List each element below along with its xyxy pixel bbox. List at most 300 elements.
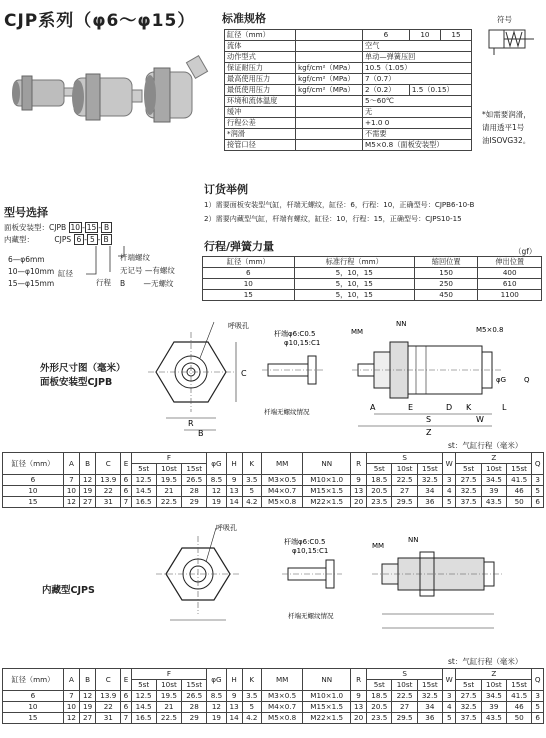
spec-value: 不需要 xyxy=(363,129,472,140)
dim-subheader-cell: 5st xyxy=(367,680,392,691)
dim-subheader-cell: 15st xyxy=(417,680,442,691)
dim-cell: 3 xyxy=(443,691,456,702)
hex-front-view xyxy=(156,528,240,620)
bore-box: 6 xyxy=(74,234,85,245)
dim-cell: 18.5 xyxy=(367,475,392,486)
pneumatic-symbol xyxy=(486,24,540,56)
dim-s: S xyxy=(426,415,432,424)
spec-value: 5～60℃ xyxy=(363,96,472,107)
stroke-label: 行程 xyxy=(96,278,111,287)
spec-label: 保证耐压力 xyxy=(225,63,296,74)
spec-value: 无 xyxy=(363,107,472,118)
dim-cell: 50 xyxy=(507,497,532,508)
dim-cell: 39 xyxy=(481,486,506,497)
spring-cell: 400 xyxy=(478,268,542,279)
dim-header-cell: A xyxy=(63,669,79,691)
dim-cell: 10 xyxy=(63,486,79,497)
dim-cell: 34.5 xyxy=(481,475,506,486)
dim-row xyxy=(3,702,544,713)
dim-cell: 8.5 xyxy=(207,691,226,702)
dim-cell: 5 xyxy=(532,702,544,713)
dim-cell: 6 xyxy=(121,691,131,702)
dim-cell: 26.5 xyxy=(182,475,207,486)
side-section-view xyxy=(372,536,504,628)
dim-subheader-cell: 15st xyxy=(507,464,532,475)
dim-cell: 41.5 xyxy=(507,691,532,702)
spec-label: 缸径（mm） xyxy=(225,30,296,41)
bore-options xyxy=(8,254,54,290)
spec-label: 缓冲 xyxy=(225,107,296,118)
chamfer-label: 杆端φ6:C0.5 xyxy=(284,538,326,546)
dim-cell: 27.5 xyxy=(456,691,481,702)
dim-cell: 14 xyxy=(226,497,242,508)
dim-row xyxy=(3,713,544,724)
spring-header-cell: 伸出位置 xyxy=(478,257,542,268)
dim-cell: 6 xyxy=(121,702,131,713)
dim-header-cell: H xyxy=(226,669,242,691)
dim-subheader-cell: 10st xyxy=(156,464,181,475)
dim-cell: 10 xyxy=(3,486,64,497)
dim-r: R xyxy=(188,419,194,428)
dim-cell: 36 xyxy=(417,713,442,724)
bore-label: 缸径 xyxy=(58,269,73,278)
spec-value: 7（0.7） xyxy=(363,74,472,85)
dim-cell: 12.5 xyxy=(131,475,156,486)
dim-cell: 12 xyxy=(63,713,79,724)
dim-header-cell: 缸径（mm） xyxy=(3,669,64,691)
spring-header-cell: 缸径（mm） xyxy=(203,257,295,268)
dim-cell: M4×0.7 xyxy=(261,702,303,713)
dim-cell: 22.5 xyxy=(392,691,417,702)
spec-value: 空气 xyxy=(363,41,472,52)
spec-value: 10 xyxy=(409,30,440,41)
dim-g: φG xyxy=(496,376,507,384)
dim-cell: 26.5 xyxy=(182,691,207,702)
cylinder-large-image xyxy=(144,56,208,122)
symbol-label: 符号 xyxy=(497,15,512,24)
dim-cell: 12 xyxy=(63,497,79,508)
dim-cell: 27 xyxy=(80,713,96,724)
bore-option: 10—φ10mm xyxy=(8,267,55,276)
spec-row xyxy=(225,74,472,85)
spring-table xyxy=(202,256,542,301)
panel-mount-drawing xyxy=(146,318,546,436)
chamfer-label: 杆端φ6:C0.5 xyxy=(274,330,316,338)
dim-cell: 28 xyxy=(182,702,207,713)
rod-caption: 杆端无螺纹情况 xyxy=(288,612,334,620)
dim-cell: 7 xyxy=(63,475,79,486)
spring-cell: 5，10，15 xyxy=(294,279,414,290)
dim-cell: 9 xyxy=(351,475,367,486)
dim-header-cell: F xyxy=(131,669,207,680)
drawing-title xyxy=(40,362,126,390)
dim-header-row xyxy=(3,453,544,464)
dim-header-cell: 缸径（mm） xyxy=(3,453,64,475)
dim-subheader-cell: 5st xyxy=(131,464,156,475)
stroke-box: 15 xyxy=(86,223,97,232)
spec-value: 6 xyxy=(363,30,410,41)
dim-subheader-cell: 10st xyxy=(156,680,181,691)
dim-cell: 29.5 xyxy=(392,713,417,724)
dim-row xyxy=(3,497,544,508)
dim-header-cell: Z xyxy=(456,453,532,464)
dim-subheader-cell: 15st xyxy=(417,464,442,475)
dim-cell: 4.2 xyxy=(242,713,261,724)
spec-row xyxy=(225,118,472,129)
chamfer-label: φ10,15:C1 xyxy=(284,339,321,347)
nn-label: NN xyxy=(396,320,407,328)
dim-subheader-cell: 15st xyxy=(182,464,207,475)
dim-cell: 3 xyxy=(443,475,456,486)
dim-cell: 27 xyxy=(392,702,417,713)
dim-subheader-cell: 5st xyxy=(367,464,392,475)
dim-cell: 50 xyxy=(507,713,532,724)
dim-header-cell: NN xyxy=(303,453,351,475)
dim-cell: 29 xyxy=(182,497,207,508)
thread-option-with xyxy=(120,265,175,276)
dim-cell: 20.5 xyxy=(367,486,392,497)
spring-cell: 5，10，15 xyxy=(294,268,414,279)
spec-unit xyxy=(296,140,363,151)
dim-cell: 4.2 xyxy=(242,497,261,508)
dim-cell: 29 xyxy=(182,713,207,724)
spring-header-cell: 缩回位置 xyxy=(414,257,478,268)
dim-cell: 3.5 xyxy=(242,691,261,702)
dimension-table-inner xyxy=(2,668,544,724)
side-section-view xyxy=(351,320,530,436)
dim-cell: 5 xyxy=(242,702,261,713)
dim-cell: 12 xyxy=(80,691,96,702)
spec-title: 标准规格 xyxy=(222,12,266,25)
spec-row xyxy=(225,96,472,107)
dim-cell: 18.5 xyxy=(367,691,392,702)
dim-cell: 34 xyxy=(417,702,442,713)
dim-cell: 14 xyxy=(226,713,242,724)
dim-header-cell: MM xyxy=(261,669,303,691)
dim-cell: 14.5 xyxy=(131,486,156,497)
spec-label: *润滑 xyxy=(225,129,296,140)
dim-cell: 31 xyxy=(96,497,121,508)
dim-subheader-cell: 5st xyxy=(456,464,481,475)
dim-cell: 43.5 xyxy=(481,713,506,724)
dim-cell: 19.5 xyxy=(156,691,181,702)
dim-cell: 32.5 xyxy=(456,486,481,497)
stroke-note: st：气缸行程（毫米） xyxy=(448,441,523,450)
spring-row xyxy=(203,279,542,290)
dim-e: E xyxy=(408,403,414,412)
spec-label: 动作型式 xyxy=(225,52,296,63)
drawing-title-line: 面板安装型CJPB xyxy=(40,377,113,388)
dim-cell: 12 xyxy=(207,486,226,497)
dim-header-cell: Q xyxy=(532,669,544,691)
spec-row xyxy=(225,107,472,118)
dim-cell: 21 xyxy=(156,702,181,713)
dim-cell: 6 xyxy=(121,475,131,486)
spec-value: 1.5（0.15） xyxy=(409,85,471,96)
dim-cell: 16.5 xyxy=(131,713,156,724)
dim-header-cell: R xyxy=(351,453,367,475)
dim-cell: 6 xyxy=(3,475,64,486)
thread-box: B xyxy=(101,234,112,245)
order-examples xyxy=(204,198,474,226)
dim-header-cell: φG xyxy=(207,453,226,475)
dim-cell: 32.5 xyxy=(417,475,442,486)
spring-cell: 15 xyxy=(203,290,295,301)
dim-header-cell: C xyxy=(96,453,121,475)
order-line: 1）需要面板安装型气缸，杆端无螺纹，缸径：6，行程：10，正确型号：CJPB6-10-B xyxy=(204,200,475,209)
hex-front-view xyxy=(148,322,236,430)
spring-cell: 5，10，15 xyxy=(294,290,414,301)
spring-unit: （gf） xyxy=(514,247,537,256)
dim-cell: 13 xyxy=(226,702,242,713)
dim-header-cell: E xyxy=(121,669,131,691)
inner-model-code: CJPS xyxy=(54,235,72,244)
dim-header-cell: H xyxy=(226,453,242,475)
dim-row xyxy=(3,475,544,486)
dim-cell: 6 xyxy=(532,497,544,508)
dim-cell: M15×1.5 xyxy=(303,486,351,497)
spring-header-cell: 标准行程（mm） xyxy=(294,257,414,268)
spec-unit xyxy=(296,107,363,118)
dim-cell: 29.5 xyxy=(392,497,417,508)
dim-cell: 13.9 xyxy=(96,691,121,702)
dim-cell: 13 xyxy=(226,486,242,497)
spec-unit xyxy=(296,129,363,140)
dim-cell: 12.5 xyxy=(131,691,156,702)
dim-l: L xyxy=(502,403,507,412)
dim-cell: M15×1.5 xyxy=(303,702,351,713)
dim-cell: M5×0.8 xyxy=(261,497,303,508)
dim-cell: M22×1.5 xyxy=(303,497,351,508)
dim-cell: M10×1.0 xyxy=(303,475,351,486)
dim-cell: 28 xyxy=(182,486,207,497)
dim-cell: 13 xyxy=(351,486,367,497)
stroke-box: 5 xyxy=(87,234,98,245)
dim-header-cell: Q xyxy=(532,453,544,475)
spec-row xyxy=(225,140,472,151)
dim-cell: 46 xyxy=(507,702,532,713)
spec-value: 15 xyxy=(440,30,471,41)
rod-end-view xyxy=(282,537,342,620)
inner-model-row: 内藏型： CJPS 6 - 5 - B xyxy=(4,234,112,245)
spec-label: 最低使用压力 xyxy=(225,85,296,96)
dim-cell: 3 xyxy=(532,475,544,486)
dim-cell: 7 xyxy=(121,713,131,724)
dim-cell: M3×0.5 xyxy=(261,691,303,702)
dim-cell: 6 xyxy=(121,486,131,497)
spec-value: +1.0 0 xyxy=(363,118,472,129)
dim-cell: 22 xyxy=(96,702,121,713)
dim-subheader-cell: 15st xyxy=(507,680,532,691)
spring-cell: 6 xyxy=(203,268,295,279)
dim-header-cell: R xyxy=(351,669,367,691)
bore-box: 10 xyxy=(70,223,81,232)
lube-note-line: 油ISOVG32。 xyxy=(482,136,531,145)
dim-header-cell: MM xyxy=(261,453,303,475)
order-title: 订货举例 xyxy=(204,183,248,196)
dim-cell: 9 xyxy=(226,691,242,702)
dim-cell: 13 xyxy=(351,702,367,713)
dim-cell: M10×1.0 xyxy=(303,691,351,702)
dim-c: C xyxy=(241,369,247,378)
dim-subheader-cell: 15st xyxy=(182,680,207,691)
dim-cell: 10 xyxy=(63,702,79,713)
dim-cell: 37.5 xyxy=(456,497,481,508)
dim-cell: 7 xyxy=(63,691,79,702)
dim-subheader-cell: 10st xyxy=(392,680,417,691)
spring-cell: 250 xyxy=(414,279,478,290)
spring-cell: 10 xyxy=(203,279,295,290)
dim-cell: 36 xyxy=(417,497,442,508)
dim-cell: 43.5 xyxy=(481,497,506,508)
dim-cell: 22 xyxy=(96,486,121,497)
dim-cell: 39 xyxy=(481,702,506,713)
spring-cell: 610 xyxy=(478,279,542,290)
dim-cell: 10 xyxy=(3,702,64,713)
dim-cell: 9 xyxy=(351,691,367,702)
dim-cell: 22.5 xyxy=(156,713,181,724)
dim-cell: 27 xyxy=(392,486,417,497)
dim-a: A xyxy=(370,403,376,412)
thread-code: 无记号 xyxy=(120,266,143,275)
lube-note xyxy=(482,108,546,147)
panel-model-row: 面板安装型：CJPB 10 - 15 - B xyxy=(4,222,112,233)
dim-cell: 6 xyxy=(532,713,544,724)
dim-cell: 19 xyxy=(207,497,226,508)
dim-header-row xyxy=(3,669,544,680)
dim-cell: 19 xyxy=(80,702,96,713)
cylinder-medium-image xyxy=(72,74,142,120)
spring-cell: 1100 xyxy=(478,290,542,301)
dim-cell: M5×0.8 xyxy=(261,713,303,724)
dim-cell: 46 xyxy=(507,486,532,497)
dim-header-cell: C xyxy=(96,669,121,691)
dim-cell: 23.5 xyxy=(367,497,392,508)
spec-label: 流体 xyxy=(225,41,296,52)
bore-option: 6—φ6mm xyxy=(8,255,45,264)
dim-cell: 34 xyxy=(417,486,442,497)
dim-cell: 12 xyxy=(80,475,96,486)
dim-cell: 34.5 xyxy=(481,691,506,702)
drawing-title-line: 外形尺寸图（毫米） xyxy=(40,363,126,374)
spec-unit xyxy=(296,30,363,41)
thread-option-without xyxy=(120,278,174,289)
dim-header-cell: W xyxy=(443,453,456,475)
dim-cell: 15 xyxy=(3,713,64,724)
spring-title: 行程/弹簧力量 xyxy=(204,240,275,253)
dim-cell: 19 xyxy=(207,713,226,724)
spec-unit xyxy=(296,52,363,63)
spring-cell: 450 xyxy=(414,290,478,301)
dim-header-cell: B xyxy=(80,669,96,691)
dim-row xyxy=(3,486,544,497)
dim-subheader-cell: 5st xyxy=(456,680,481,691)
dim-subheader-cell: 10st xyxy=(481,680,506,691)
page-title: CJP系列（φ6～φ15） xyxy=(4,11,196,31)
dim-header-cell: K xyxy=(242,669,261,691)
dim-subheader-cell: 10st xyxy=(392,464,417,475)
thread-desc: —无螺纹 xyxy=(143,279,174,288)
product-photo xyxy=(4,50,216,130)
spec-row xyxy=(225,63,472,74)
vent-label: 呼吸孔 xyxy=(216,524,237,532)
dim-cell: 7 xyxy=(121,497,131,508)
inner-title: 内藏型CJPS xyxy=(42,585,95,596)
rod-end-view xyxy=(262,329,324,416)
dim-header-cell: NN xyxy=(303,669,351,691)
spring-cell: 150 xyxy=(414,268,478,279)
dimension-table-panel xyxy=(2,452,544,508)
dim-cell: 32.5 xyxy=(417,691,442,702)
port-label: M5×0.8 xyxy=(476,326,504,334)
dim-cell: 4 xyxy=(443,702,456,713)
model-title: 型号选择 xyxy=(4,206,48,219)
spec-unit xyxy=(296,96,363,107)
spec-unit: kgf/cm²（MPa） xyxy=(296,63,363,74)
mm-label: MM xyxy=(351,328,364,336)
rod-thread-label: 杆端螺纹 xyxy=(120,253,150,262)
spec-unit xyxy=(296,118,363,129)
spec-label: 环境和流体温度 xyxy=(225,96,296,107)
spec-label: 行程公差 xyxy=(225,118,296,129)
dim-cell: 3.5 xyxy=(242,475,261,486)
dim-cell: 37.5 xyxy=(456,713,481,724)
mm-label: MM xyxy=(372,542,385,550)
dim-header-cell: B xyxy=(80,453,96,475)
dim-cell: 5 xyxy=(443,713,456,724)
nn-label: NN xyxy=(408,536,419,544)
dim-cell: 27 xyxy=(80,497,96,508)
spec-row xyxy=(225,52,472,63)
dim-d: D xyxy=(446,403,453,412)
dim-cell: 27.5 xyxy=(456,475,481,486)
thread-code: B xyxy=(120,279,126,288)
dim-row xyxy=(3,691,544,702)
dim-b: B xyxy=(198,429,204,436)
dim-cell: 31 xyxy=(96,713,121,724)
dim-cell: 22.5 xyxy=(392,475,417,486)
dim-cell: 12 xyxy=(207,702,226,713)
spec-value: 10.5（1.05） xyxy=(363,63,472,74)
dim-cell: 6 xyxy=(3,691,64,702)
spec-table xyxy=(224,29,472,151)
spec-value: 2（0.2） xyxy=(363,85,410,96)
stroke-note: st：气缸行程（毫米） xyxy=(448,657,523,666)
dim-header-cell: K xyxy=(242,453,261,475)
dim-header-cell: S xyxy=(367,453,443,464)
spec-unit: kgf/cm²（MPa） xyxy=(296,85,363,96)
spring-row xyxy=(203,268,542,279)
dim-w: W xyxy=(476,415,484,424)
dim-cell: 5 xyxy=(242,486,261,497)
dim-header-cell: Z xyxy=(456,669,532,680)
dim-cell: 20 xyxy=(351,713,367,724)
dim-header-cell: φG xyxy=(207,669,226,691)
dim-q: Q xyxy=(524,376,530,384)
lube-note-line: 请用透平1号 xyxy=(482,123,525,132)
spec-row xyxy=(225,41,472,52)
spring-row xyxy=(203,290,542,301)
order-line: 2）需要内藏型气缸，杆端有螺纹，缸径：10，行程：15，正确型号：CJPS10-15 xyxy=(204,214,462,223)
chamfer-label: φ10,15:C1 xyxy=(292,547,329,555)
spec-row xyxy=(225,129,472,140)
dim-cell: 5 xyxy=(532,486,544,497)
dim-cell: M3×0.5 xyxy=(261,475,303,486)
spec-row xyxy=(225,85,472,96)
dim-cell: 5 xyxy=(443,497,456,508)
dim-cell: 9 xyxy=(226,475,242,486)
bore-option: 15—φ15mm xyxy=(8,279,55,288)
